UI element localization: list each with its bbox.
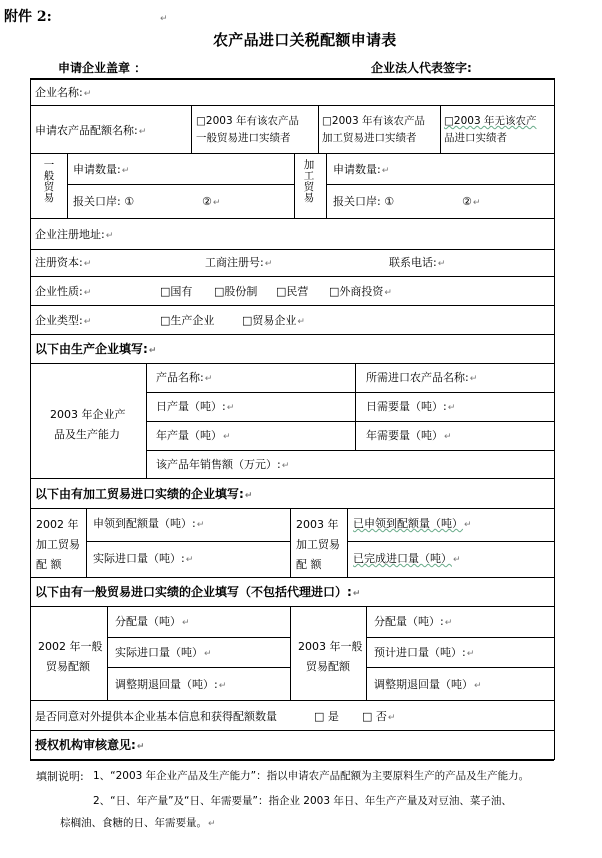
row-line [30, 363, 554, 364]
authority-review-label: 授权机构审核意见:↵ [35, 738, 145, 752]
annual-sales-label: 该产品年销售额（万元）:↵ [156, 458, 290, 471]
row-line [30, 105, 554, 106]
consent-question: 是否同意对外提供本企业基本信息和获得配额数量 [35, 710, 277, 723]
type-option-trader[interactable]: □贸易企业↵ [242, 314, 305, 327]
processing-customs-port-label: 报关口岸: ① [333, 195, 395, 208]
table-border-top [30, 78, 554, 80]
allocated-label: 分配量（吨）↵ [115, 615, 190, 628]
paragraph-mark: ↵ [160, 14, 168, 24]
daily-demand-label: 日需要量（吨）:↵ [366, 400, 456, 413]
col-line [294, 153, 295, 218]
legal-rep-signature-label: 企业法人代表签字: [371, 61, 472, 75]
nature-option-state[interactable]: □国有 [160, 285, 193, 298]
general-apply-qty-label: 申请数量:↵ [73, 163, 130, 176]
biz-reg-no-label: 工商注册号:↵ [205, 256, 273, 269]
col-line [355, 363, 356, 421]
option-general-trade-record[interactable]: □2003 年有该农产品 一般贸易进口实绩者 [196, 115, 299, 144]
row-line [146, 392, 554, 393]
general-port-two: ②↵ [202, 195, 221, 208]
general-section-heading: 以下由有一般贸易进口实绩的企业填写（不包括代理进口）:↵ [35, 585, 361, 599]
col-line [290, 606, 291, 700]
col-line [146, 363, 147, 478]
nature-label: 企业性质:↵ [35, 285, 92, 298]
row-line [30, 334, 554, 335]
consent-no-option[interactable]: □ 否↵ [362, 710, 396, 723]
row-line [30, 606, 554, 607]
col-line [318, 105, 319, 153]
row-line [30, 249, 554, 250]
table-border-left [30, 78, 31, 760]
col-line [86, 508, 87, 577]
col-line [366, 606, 367, 700]
nature-option-foreign[interactable]: □外商投资↵ [329, 285, 392, 298]
row-line [30, 508, 554, 509]
processing-trade-vertical-label: 加工贸易 [303, 159, 315, 204]
processing-apply-qty-label: 申请数量:↵ [333, 163, 390, 176]
row-line [146, 421, 554, 422]
col-line [191, 105, 192, 153]
general-2003-quota-label: 2003 年一般 贸易配额 [298, 640, 363, 673]
row-line [107, 667, 290, 668]
row-line [30, 478, 554, 479]
phone-label: 联系电话:↵ [389, 256, 446, 269]
processing-section-heading: 以下由有加工贸易进口实绩的企业填写:↵ [35, 487, 253, 501]
raw-material-name-label: 所需进口农产品名称:↵ [366, 371, 478, 384]
annual-output-label: 年产量（吨）↵ [156, 429, 231, 442]
col-line [107, 606, 108, 700]
annual-demand-label: 年需要量（吨）↵ [366, 429, 452, 442]
table-border-bottom [30, 759, 554, 761]
nature-option-private[interactable]: □民营 [276, 285, 309, 298]
reg-capital-label: 注册资本:↵ [35, 256, 92, 269]
row-line [366, 667, 554, 668]
col-line [347, 508, 348, 577]
completed-import-label: 已完成进口量（吨）↵ [353, 552, 461, 565]
planned-import-label: 预计进口量（吨）:↵ [374, 646, 475, 659]
note-1: 1、“2003 年企业产品及生产能力”：指以申请农产品配额为主要原料生产的产品及生产能力。 [93, 770, 530, 782]
row-line [107, 637, 290, 638]
processing-2002-quota-label: 2002 年 加工贸易 配 额 [36, 518, 80, 571]
form-title: 农产品进口关税配额申请表 [213, 31, 397, 49]
note-2: 2、“日、年产量”及“日、年需要量”：指企业 2003 年日、年生产产量及对豆油、菜子油、 [93, 795, 512, 807]
attachment-label: 附件 2: [4, 9, 52, 25]
note-3: 棕榈油、食糖的日、年需要量。↵ [60, 817, 216, 829]
processing-port-two: ②↵ [462, 195, 481, 208]
option-processing-trade-record[interactable]: □2003 年有该农产品 加工贸易进口实绩者 [322, 115, 425, 144]
general-2002-quota-label: 2002 年一般 贸易配额 [38, 640, 103, 673]
production-capacity-label: 2003 年企业产 品及生产能力 [50, 408, 126, 441]
company-seal-label: 申请企业盖章 ： [58, 61, 147, 75]
col-line [355, 421, 356, 450]
returned-label: 调整期退回量（吨）:↵ [115, 678, 227, 691]
row-line [30, 700, 554, 701]
type-option-producer[interactable]: □生产企业 [160, 314, 215, 327]
allocated-2003-label: 分配量（吨）:↵ [374, 615, 453, 628]
reg-address-label: 企业注册地址:↵ [35, 228, 114, 241]
row-line [30, 276, 554, 277]
product-name-label: 产品名称:↵ [156, 371, 213, 384]
processing-2003-quota-label: 2003 年 加工贸易 配 额 [296, 518, 340, 571]
row-line [347, 541, 554, 542]
row-line [30, 218, 554, 219]
actual-import-label: 实际进口量（吨）:↵ [93, 552, 194, 565]
option-no-import-record[interactable]: □2003 年无该农产 品进口实绩者 [444, 115, 537, 144]
company-name-label: 企业名称:↵ [35, 86, 92, 99]
returned-2003-label: 调整期退回量（吨）↵ [374, 678, 482, 691]
daily-output-label: 日产量（吨）:↵ [156, 400, 235, 413]
col-line [290, 508, 291, 577]
row-line [86, 541, 290, 542]
quota-applied-label: 已申领到配额量（吨）↵ [353, 517, 472, 530]
row-line [30, 577, 554, 578]
row-line [30, 153, 554, 154]
quota-name-label: 申请农产品配额名称:↵ [35, 124, 147, 137]
production-section-heading: 以下由生产企业填写:↵ [35, 342, 157, 356]
type-label: 企业类型:↵ [35, 314, 92, 327]
row-line [30, 305, 554, 306]
table-border-right [554, 78, 555, 760]
notes-label: 填制说明: [36, 770, 84, 783]
general-customs-port-label: 报关口岸: ① [73, 195, 135, 208]
general-actual-import-label: 实际进口量（吨）↵ [115, 646, 212, 659]
col-line [67, 153, 68, 218]
row-line [146, 450, 554, 451]
col-line [326, 153, 327, 218]
quota-received-label: 申领到配额量（吨）:↵ [93, 517, 205, 530]
row-line [366, 637, 554, 638]
col-line [440, 105, 441, 153]
row-line [326, 184, 554, 185]
nature-option-shareholding[interactable]: □股份制 [214, 285, 258, 298]
row-line [67, 184, 294, 185]
consent-yes-option[interactable]: □ 是 [314, 710, 339, 723]
general-trade-vertical-label: 一般贸易 [43, 159, 55, 204]
row-line [30, 730, 554, 731]
